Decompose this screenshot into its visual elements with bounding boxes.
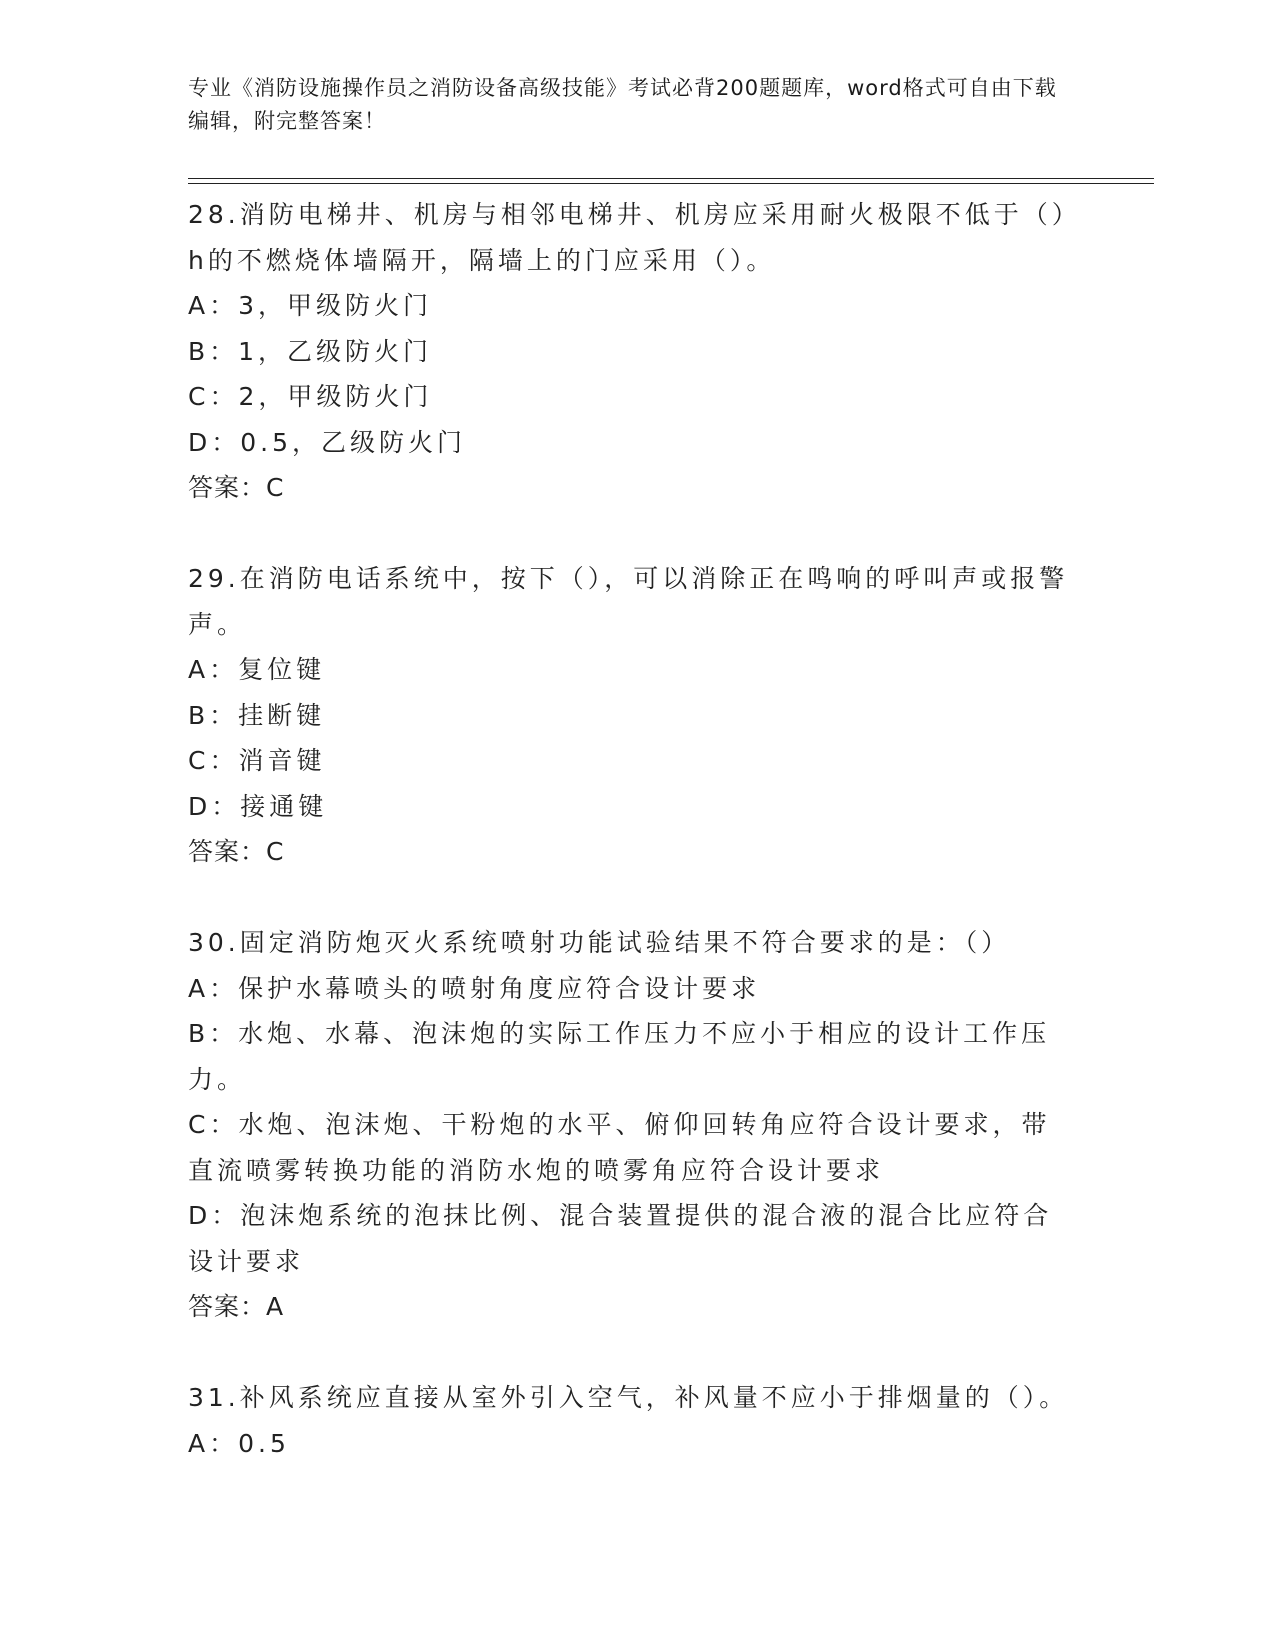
option-c: C：水炮、泡沫炮、干粉炮的水平、俯仰回转角应符合设计要求，带直流喷雾转换功能的消防水炮的喷雾角应符合设计要求 bbox=[188, 1110, 1051, 1185]
answer-line bbox=[188, 465, 1078, 511]
question-list bbox=[188, 192, 1078, 1466]
question-29 bbox=[188, 556, 1078, 875]
answer-label: 答案： bbox=[188, 837, 267, 866]
option-b: B：1，乙级防火门 bbox=[188, 336, 433, 366]
option-a: A：复位键 bbox=[188, 655, 326, 684]
answer-label: 答案： bbox=[188, 1292, 267, 1321]
answer-line bbox=[188, 829, 1078, 875]
option-d: D：0.5，乙级防火门 bbox=[188, 427, 467, 457]
question-31 bbox=[188, 1375, 1078, 1466]
option-b: B：水炮、水幕、泡沫炮的实际工作压力不应小于相应的设计工作压力。 bbox=[188, 1019, 1051, 1094]
option-a: A：0.5 bbox=[188, 1428, 290, 1458]
answer-value: C bbox=[266, 473, 285, 502]
question-30 bbox=[188, 920, 1078, 1330]
answer-value: C bbox=[266, 837, 285, 866]
question-stem: 31.补风系统应直接从室外引入空气，补风量不应小于排烟量的（）。 bbox=[188, 1383, 1069, 1412]
question-stem: 28.消防电梯井、机房与相邻电梯井、机房应采用耐火极限不低于（）h的不燃烧体墙隔开，隔墙上的门应采用（）。 bbox=[188, 200, 1069, 275]
option-d: D：接通键 bbox=[188, 791, 328, 821]
header-divider-bottom bbox=[188, 183, 1154, 184]
document-header: 专业《消防设施操作员之消防设备高级技能》考试必背200题题库，word格式可自由下载编辑，附完整答案！ bbox=[188, 76, 1057, 133]
question-spacer bbox=[188, 1330, 1078, 1376]
answer-value: A bbox=[266, 1292, 285, 1321]
question-spacer bbox=[188, 511, 1078, 557]
answer-label: 答案： bbox=[188, 473, 267, 502]
option-d: D：泡沫炮系统的泡抹比例、混合装置提供的混合液的混合比应符合设计要求 bbox=[188, 1201, 1053, 1276]
option-a: A：3，甲级防火门 bbox=[188, 291, 433, 320]
question-stem: 30.固定消防炮灭火系统喷射功能试验结果不符合要求的是：（） bbox=[188, 928, 1011, 957]
option-b: B：挂断键 bbox=[188, 700, 326, 730]
option-c: C：2，甲级防火门 bbox=[188, 382, 433, 411]
answer-line bbox=[188, 1284, 1078, 1330]
question-28 bbox=[188, 192, 1078, 511]
question-stem: 29.在消防电话系统中，按下（），可以消除正在鸣响的呼叫声或报警声。 bbox=[188, 564, 1069, 639]
question-spacer bbox=[188, 875, 1078, 921]
header-divider-top bbox=[188, 178, 1154, 179]
option-a: A：保护水幕喷头的喷射角度应符合设计要求 bbox=[188, 973, 761, 1003]
option-c: C：消音键 bbox=[188, 746, 326, 775]
